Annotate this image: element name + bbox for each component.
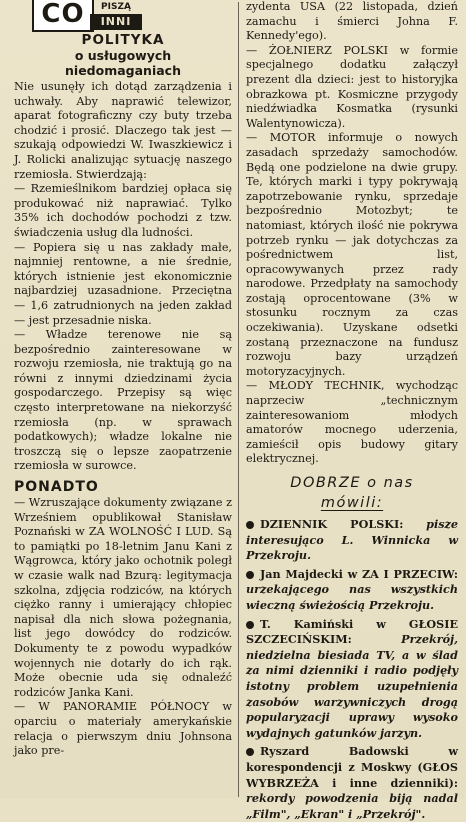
quote-source: Ryszard Badowski w korespondencji z Moskwy (GŁOS WYBRZEŻA i inne dzienniki):	[246, 744, 458, 790]
section-title-ponadto: PONADTO	[14, 479, 99, 496]
quote-text: pisze interesująco L. Winnicka w Przekroju.	[246, 517, 458, 563]
handwritten-line-2: mówili:	[320, 495, 384, 511]
quote-item	[246, 617, 458, 742]
left-column	[14, 0, 232, 799]
paragraph: — Wzruszające dokumenty związane z Wrześniem opublikował Stanisław Poznański w ZA WOLNOŚĆ I LUD. Są to pamiątki po 18-letnim Janu Kani z Wągrowca, który jako ochotnik poległ w czasie walk nad Bzurą: legitymacja szkolna, zdjęcia rodziców, na których ciężko ranny i umierający chłopiec napisał dla nich słowa pożegnania, list jego dowódcy do rodziców. Dokumenty te z powodu wypadków wojennych nie dotarły do ich rąk. Może obecnie uda się odnaleźć rodziców Janka Kani.	[14, 496, 232, 699]
quote-item	[246, 567, 458, 614]
paragraph: — MŁODY TECHNIK, wychodząc naprzeciw „technicznym zainteresowaniom młodych amatorów mocnego uderzenia, zamieścił opis budowy gitary elektrycznej.	[246, 379, 458, 466]
paragraph: Nie usunęły ich dotąd zarządzenia i uchwały. Aby naprawić telewizor, aparat fotograficzny czy buty trzeba chodzić i prosić. Dlaczego tak jest — szukają odpowiedzi W. Iwaszkiewicz i J. Rolicki analizując sytuację naszego rzemiosła. Stwierdzają:	[14, 80, 232, 181]
paragraph: — MOTOR informuje o nowych zasadach sprzedaży samochodów. Będą one podzielone na dwie grupy. Te, których marki i typy pokrywają zapotrzebowanie rynku, sprzedaje bezpośrednio Motozbyt; te natomiast, których ilość nie pokrywa potrzeb rynku — jak dotychczas za pośrednictwem list, opracowywanych przez rady narodowe. Przedpłaty na samochody zostają oprocentowane (3% w stosunku rocznym za czas oczekiwania). Uzyskane odsetki zostaną przeznaczone na fundusz rozwoju bazy urządzeń motoryzacyjnych.	[246, 131, 458, 378]
paragraph: — ŻOŁNIERZ POLSKI w formie specjalnego dodatku załączył prezent dla dzieci: jest to historyjka obrazkowa pt. Kosmiczne przygody niedźwiadka Kosmatka (rysunki Walentynowicza).	[246, 43, 458, 130]
handwritten-line-1: DOBRZE o nas	[290, 475, 414, 491]
logo-area	[14, 0, 232, 32]
bullet-icon	[246, 621, 254, 629]
section-subtitle-1: o usługowych	[74, 48, 172, 63]
quote-text: Przekrój, niedzielna biesiada TV, a w ślad za nimi dzienniki i radio podjęły istotny problem uzupełnienia zasobów warzywniczych drogą popularyzacji uprawy wysoko wydajnych gatunków jarzyn.	[246, 632, 458, 740]
section-subtitle-2: niedomaganiach	[65, 63, 181, 78]
quote-source: T. Kamiński w GŁOSIE SZCZECIŃSKIM:	[246, 616, 458, 647]
quote-source: Jan Majdecki w ZA I PRZECIW:	[260, 566, 458, 581]
bullet-icon	[246, 571, 254, 579]
paragraph: — W PANORAMIE PÓŁNOCY w oparciu o materiały amerykańskie relacja o pierwszym dniu Johnsona jako pre-	[14, 700, 232, 758]
paragraph: — Rzemieślnikom bardziej opłaca się produkować niż naprawiać. Tylko 35% ich dochodów pochodzi z tzw. świadczenia usług dla ludności.	[14, 182, 232, 239]
paragraph: zydenta USA (22 listopada, dzień zamachu i śmierci Johna F. Kennedy'ego).	[246, 0, 458, 43]
logo-pisza: PISZĄ	[101, 2, 131, 12]
quote-text: rekordy powodzenia biją nadal „Film", „Ekran" i „Przekrój".	[246, 791, 458, 821]
logo-co: CO	[32, 0, 94, 32]
column-divider	[238, 2, 239, 797]
paragraph: — Władze terenowe nie są bezpośrednio zainteresowane w rozwoju rzemiosła, nie traktują go na równi z innymi dziedzinami życia gospodarczego. Przepisy są więc często interpretowane na niekorzyść rzemiosła (np. w sprawach podatkowych); władze lokalne nie troszczą się o lepsze zaopatrzenie rzemiosła w surowce.	[14, 328, 232, 473]
bullet-icon	[246, 521, 254, 529]
paragraph: — Popiera się u nas zakłady małe, najmniej rentowne, a nie średnie, których istnienie jest ekonomicznie najbardziej uzasadnione. Przeciętna — 1,6 zatrudnionych na jeden zakład — jest przesadnie niska.	[14, 240, 232, 327]
handwritten-heading	[246, 473, 458, 513]
co-pisza-inni-logo	[32, 0, 156, 32]
quote-text: urzekającego nas wszystkich wieczną świeżością Przekroju.	[246, 582, 458, 612]
quote-source: DZIENNIK POLSKI:	[260, 517, 404, 531]
section-title-polityka: POLITYKA	[81, 32, 165, 48]
logo-inni: INNI	[90, 14, 142, 30]
right-column	[246, 0, 458, 821]
bullet-icon	[246, 748, 254, 756]
quote-item	[246, 744, 458, 822]
quote-item	[246, 517, 458, 564]
